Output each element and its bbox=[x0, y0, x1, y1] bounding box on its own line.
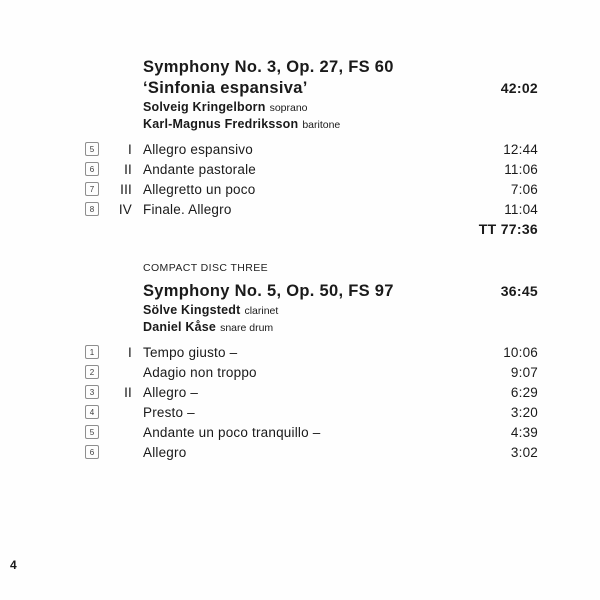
track-time: 9:07 bbox=[510, 364, 538, 380]
performer bbox=[85, 302, 538, 319]
track-number: 5 bbox=[89, 144, 95, 154]
track-row bbox=[85, 382, 538, 402]
performer-role: clarinet bbox=[244, 305, 279, 317]
booklet-track-listing bbox=[85, 57, 538, 462]
track-title: Adagio non troppo bbox=[143, 364, 257, 380]
symphony-5-section bbox=[85, 262, 538, 462]
track-row bbox=[85, 402, 538, 422]
track-row bbox=[85, 442, 538, 462]
track-number: 6 bbox=[89, 447, 95, 457]
track-time: 7:06 bbox=[510, 181, 538, 197]
track-time: 11:04 bbox=[504, 201, 538, 217]
disc-label: COMPACT DISC THREE bbox=[143, 262, 269, 274]
performer-name: Sölve Kingstedt bbox=[143, 303, 241, 317]
performer-name: Solveig Kringelborn bbox=[143, 100, 266, 114]
track-number-box bbox=[85, 425, 99, 439]
symphony-3-section bbox=[85, 57, 538, 239]
performer bbox=[85, 99, 538, 116]
work-duration: 42:02 bbox=[500, 80, 538, 96]
track-number-box bbox=[85, 345, 99, 359]
track-number-box bbox=[85, 405, 99, 419]
track-row bbox=[85, 139, 538, 159]
track-list bbox=[85, 342, 538, 462]
track-number: 2 bbox=[89, 367, 95, 377]
track-title: Allegro bbox=[143, 444, 187, 460]
track-number-box bbox=[85, 202, 99, 216]
track-title: Allegro espansivo bbox=[143, 141, 253, 157]
performer-name: Karl-Magnus Fredriksson bbox=[143, 117, 299, 131]
track-row bbox=[85, 362, 538, 382]
track-number: 5 bbox=[89, 427, 95, 437]
work-title: Symphony No. 5, Op. 50, FS 97 bbox=[143, 282, 394, 300]
performer-role: soprano bbox=[269, 102, 308, 114]
performer-role: snare drum bbox=[220, 322, 274, 334]
page-number: 4 bbox=[10, 558, 17, 572]
track-row bbox=[85, 422, 538, 442]
track-number-box bbox=[85, 182, 99, 196]
movement-numeral: I bbox=[128, 141, 132, 157]
track-title: Andante pastorale bbox=[143, 161, 256, 177]
movement-numeral: II bbox=[124, 384, 132, 400]
track-number-box bbox=[85, 162, 99, 176]
total-time: TT 77:36 bbox=[478, 221, 538, 237]
performer bbox=[85, 319, 538, 336]
performer bbox=[85, 116, 538, 133]
track-time: 12:44 bbox=[503, 141, 538, 157]
track-row bbox=[85, 199, 538, 219]
track-time: 6:29 bbox=[510, 384, 538, 400]
performer-role: baritone bbox=[302, 119, 341, 131]
track-number: 8 bbox=[89, 204, 95, 214]
work-title-line2: ‘Sinfonia espansiva’ bbox=[143, 79, 308, 97]
track-list bbox=[85, 139, 538, 239]
track-number: 1 bbox=[89, 347, 95, 357]
track-row bbox=[85, 342, 538, 362]
work-title-row bbox=[85, 281, 538, 302]
work-title-row bbox=[85, 78, 538, 99]
movement-numeral: IV bbox=[118, 201, 132, 217]
track-number: 4 bbox=[89, 407, 95, 417]
movement-numeral: I bbox=[128, 344, 132, 360]
work-title-line1: Symphony No. 3, Op. 27, FS 60 bbox=[143, 58, 394, 76]
track-time: 3:20 bbox=[510, 404, 538, 420]
track-title: Allegro – bbox=[143, 384, 199, 400]
performer-name: Daniel Kåse bbox=[143, 320, 217, 334]
track-time: 4:39 bbox=[510, 424, 538, 440]
track-number-box bbox=[85, 445, 99, 459]
track-number: 6 bbox=[89, 164, 95, 174]
track-time: 3:02 bbox=[510, 444, 538, 460]
movement-numeral: II bbox=[124, 161, 132, 177]
track-title: Finale. Allegro bbox=[143, 201, 232, 217]
track-number: 7 bbox=[89, 184, 95, 194]
track-row bbox=[85, 159, 538, 179]
track-title: Andante un poco tranquillo – bbox=[143, 424, 321, 440]
track-title: Tempo giusto – bbox=[143, 344, 238, 360]
work-duration: 36:45 bbox=[500, 283, 538, 299]
track-row bbox=[85, 179, 538, 199]
track-number-box bbox=[85, 142, 99, 156]
track-title: Presto – bbox=[143, 404, 195, 420]
track-title: Allegretto un poco bbox=[143, 181, 256, 197]
track-number-box bbox=[85, 365, 99, 379]
track-time: 11:06 bbox=[504, 161, 538, 177]
movement-numeral: III bbox=[120, 181, 132, 197]
track-number-box bbox=[85, 385, 99, 399]
track-number: 3 bbox=[89, 387, 95, 397]
track-time: 10:06 bbox=[503, 344, 538, 360]
